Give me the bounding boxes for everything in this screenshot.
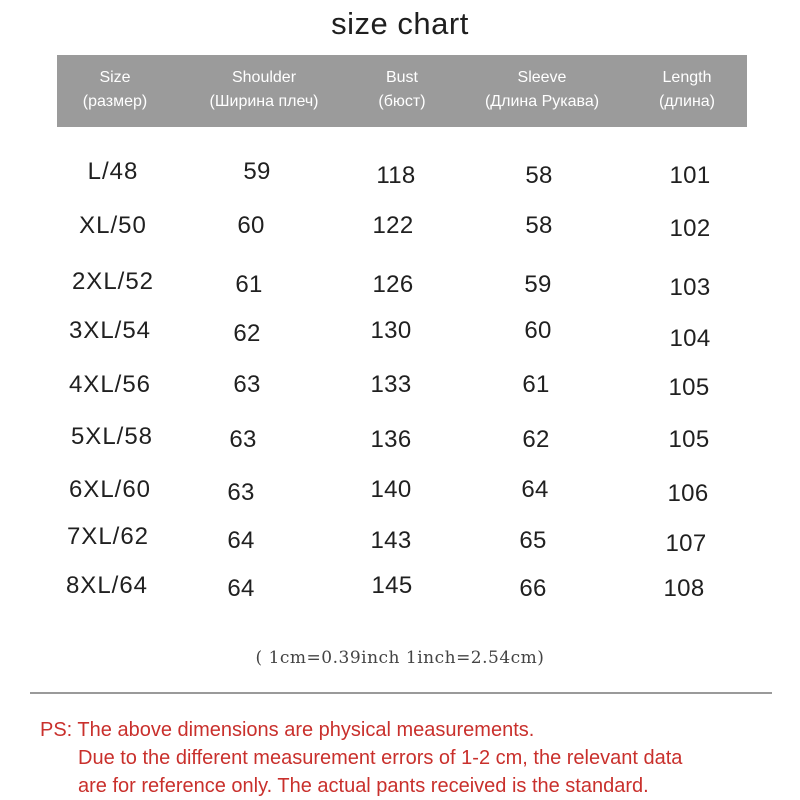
header-size-ru: (размер) <box>82 93 148 110</box>
header-bust-en: Bust <box>385 69 418 86</box>
size-cell: 3XL/54 <box>68 317 152 344</box>
unit-conversion-note: ( 1cm=0.39inch 1inch=2.54cm) <box>255 648 545 668</box>
size-cell: 8XL/64 <box>65 572 149 599</box>
note-line-1: PS: The above dimensions are physical measurements. <box>40 719 535 741</box>
header-sleeve-ru: (Длина Рукава) <box>484 93 600 110</box>
bust-cell: 136 <box>370 426 412 453</box>
shoulder-cell: 59 <box>243 158 271 185</box>
sleeve-cell: 64 <box>521 476 549 503</box>
table-row <box>0 317 800 352</box>
length-cell: 105 <box>668 374 710 401</box>
bust-cell: 126 <box>372 271 414 298</box>
bust-cell: 118 <box>376 162 416 189</box>
bust-cell: 133 <box>370 371 412 398</box>
header-size <box>83 66 147 114</box>
shoulder-cell: 62 <box>233 320 261 347</box>
length-cell: 105 <box>668 426 710 453</box>
size-cell: 2XL/52 <box>71 268 155 295</box>
table-row <box>0 572 800 604</box>
shoulder-cell: 63 <box>229 426 257 453</box>
header-length <box>659 66 715 114</box>
header-length-ru: (длина) <box>659 93 715 110</box>
shoulder-cell: 63 <box>233 371 261 398</box>
shoulder-cell: 63 <box>227 479 255 506</box>
table-row <box>0 371 800 403</box>
disclaimer-note <box>40 716 682 800</box>
shoulder-cell: 64 <box>227 527 255 554</box>
length-cell: 106 <box>667 480 709 507</box>
sleeve-cell: 62 <box>522 426 550 453</box>
chart-title: size chart <box>331 6 469 41</box>
shoulder-cell: 64 <box>227 575 255 602</box>
size-cell: 6XL/60 <box>68 476 152 503</box>
sleeve-cell: 66 <box>519 575 547 602</box>
note-line-2: Due to the different measurement errors of 1-2 cm, the relevant data <box>78 747 683 769</box>
table-row <box>0 523 800 555</box>
shoulder-cell: 60 <box>237 212 265 239</box>
header-bust-ru: (бюст) <box>378 93 426 110</box>
header-bust <box>378 66 425 114</box>
table-row <box>0 212 800 244</box>
size-cell: L/48 <box>87 158 139 185</box>
sleeve-cell: 65 <box>519 527 547 554</box>
header-length-en: Length <box>662 69 712 86</box>
note-line-3: are for reference only. The actual pants received is the standard. <box>78 775 649 797</box>
size-cell: 5XL/58 <box>70 423 154 450</box>
size-cell: XL/50 <box>79 212 147 239</box>
length-cell: 107 <box>665 530 707 557</box>
table-row <box>0 476 800 508</box>
table-header <box>57 55 747 127</box>
bust-cell: 145 <box>371 572 413 599</box>
shoulder-cell: 61 <box>235 271 263 298</box>
header-sleeve <box>485 66 599 114</box>
sleeve-cell: 60 <box>524 317 552 344</box>
sleeve-cell: 58 <box>525 212 553 239</box>
bust-cell: 140 <box>370 476 412 503</box>
header-size-en: Size <box>99 69 131 86</box>
bust-cell: 130 <box>370 317 412 344</box>
length-cell: 103 <box>669 274 711 301</box>
bust-cell: 122 <box>372 212 414 239</box>
size-cell: 7XL/62 <box>66 523 150 550</box>
header-shoulder-ru: (Ширина плеч) <box>209 93 319 110</box>
header-shoulder <box>210 66 319 114</box>
divider <box>30 692 772 694</box>
length-cell: 101 <box>669 162 711 189</box>
bust-cell: 143 <box>370 527 412 554</box>
table-row <box>0 423 800 455</box>
table-row <box>0 158 800 190</box>
sleeve-cell: 61 <box>522 371 550 398</box>
length-cell: 108 <box>663 575 705 602</box>
size-cell: 4XL/56 <box>68 371 152 398</box>
header-shoulder-en: Shoulder <box>231 69 297 86</box>
sleeve-cell: 58 <box>525 162 553 189</box>
header-sleeve-en: Sleeve <box>517 69 567 86</box>
length-cell: 104 <box>669 325 711 352</box>
table-row <box>0 268 800 300</box>
length-cell: 102 <box>669 215 711 242</box>
sleeve-cell: 59 <box>524 271 552 298</box>
